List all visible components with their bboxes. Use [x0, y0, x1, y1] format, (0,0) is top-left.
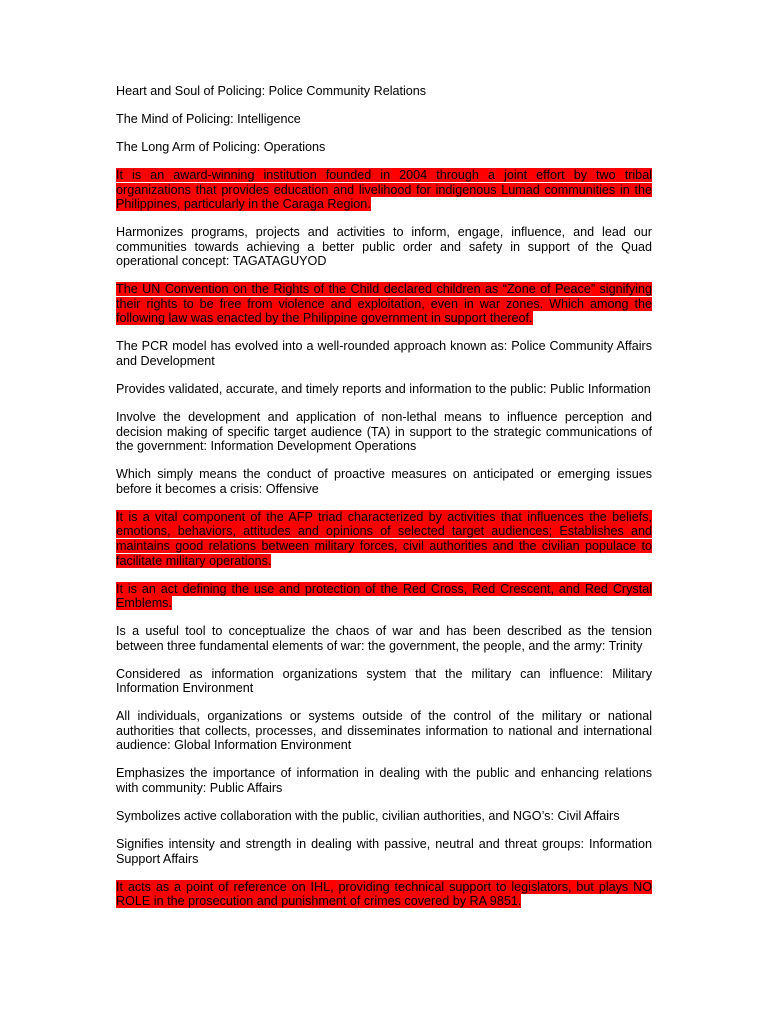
paragraph	[116, 809, 652, 824]
document-body	[116, 84, 652, 922]
highlighted-paragraph	[116, 880, 652, 909]
paragraph	[116, 339, 652, 368]
paragraph	[116, 467, 652, 496]
paragraph	[116, 225, 652, 269]
paragraph	[116, 410, 652, 454]
highlighted-text: It is a vital component of the AFP triad characterized by activities that influences the beliefs, emotions, behaviors, attitudes and opinions of selected target audiences; Establishes and maintains good relations between military forces, civil authorities and the civilian populace to facilitate military operations.	[116, 509, 652, 568]
highlighted-paragraph	[116, 282, 652, 326]
paragraph-text: The Long Arm of Policing: Operations	[116, 139, 326, 154]
paragraph-text: Considered as information organizations system that the military can influence: Military Information Environment	[116, 666, 652, 696]
paragraph-text: Is a useful tool to conceptualize the chaos of war and has been described as the tension between three fundamental elements of war: the government, the people, and the army: Trinity	[116, 624, 652, 653]
paragraph-text: Emphasizes the importance of information in dealing with the public and enhancing relations with community: Public Affairs	[116, 766, 652, 796]
paragraph-text: Symbolizes active collaboration with the public, civilian authorities, and NGO’s: Civil Affairs	[116, 809, 620, 824]
paragraph-text: Signifies intensity and strength in dealing with passive, neutral and threat groups: Information Support Affairs	[116, 837, 652, 866]
paragraph	[116, 84, 652, 99]
paragraph	[116, 837, 652, 866]
paragraph	[116, 624, 652, 653]
paragraph-text: Involve the development and application of non-lethal means to influence perception and decision making of specific target audience (TA) in support to the strategic communications of the government: Information Development Operations	[116, 410, 652, 454]
paragraph	[116, 382, 652, 397]
paragraph-text: The Mind of Policing: Intelligence	[116, 111, 301, 126]
paragraph	[116, 112, 652, 127]
paragraph	[116, 140, 652, 155]
paragraph-text: The PCR model has evolved into a well-rounded approach known as: Police Community Affairs and Development	[116, 339, 652, 369]
highlighted-text: The UN Convention on the Rights of the Child declared children as “Zone of Peace” signifying their rights to be free from violence and exploitation, even in war zones. Which among the following law was enacted by the Philippine government in support thereof.	[116, 282, 652, 326]
highlighted-paragraph	[116, 168, 652, 212]
paragraph-text: Heart and Soul of Policing: Police Community Relations	[116, 84, 427, 98]
paragraph-text: Which simply means the conduct of proactive measures on anticipated or emerging issues before it becomes a crisis: Offensive	[116, 467, 652, 496]
paragraph	[116, 667, 652, 696]
highlighted-paragraph	[116, 510, 652, 568]
paragraph	[116, 709, 652, 753]
highlighted-text: It is an act defining the use and protection of the Red Cross, Red Crescent, and Red Crystal Emblems.	[116, 581, 652, 611]
paragraph-text: Provides validated, accurate, and timely reports and information to the public: Public Information	[116, 382, 651, 397]
highlighted-paragraph	[116, 582, 652, 611]
highlighted-text: It acts as a point of reference on IHL, providing technical support to legislators, but plays NO ROLE in the prosecution and punishment of crimes covered by RA 9851.	[116, 879, 652, 909]
paragraph-text: Harmonizes programs, projects and activities to inform, engage, influence, and lead our communities towards achieving a better public order and safety in support of the Quad operational concept: TAGATAGUYOD	[116, 225, 652, 269]
paragraph-text: All individuals, organizations or systems outside of the control of the military or national authorities that collects, processes, and disseminates information to national and international audience: Global Information Environment	[116, 709, 652, 753]
paragraph	[116, 766, 652, 795]
highlighted-text: It is an award-winning institution founded in 2004 through a joint effort by two tribal organizations that provides education and livelihood for indigenous Lumad communities in the Philippines, particularly in the Caraga Region.	[116, 167, 652, 212]
